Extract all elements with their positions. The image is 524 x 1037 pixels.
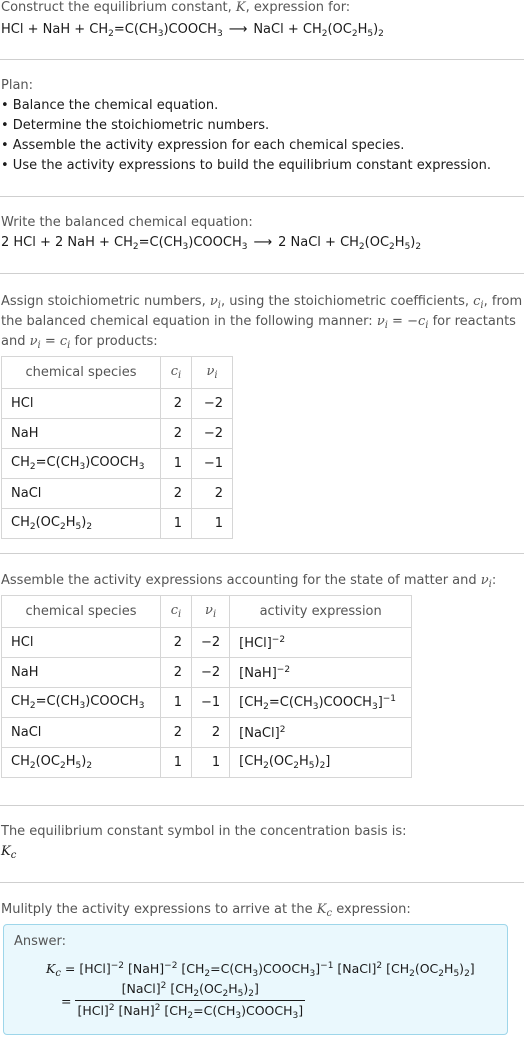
stoich-intro-line1: Assign stoichiometric numbers, $\nu_i$, using the stoichiometric coefficients, $c_i$, from [1, 294, 523, 311]
multiply-text: Mulitply the activity expressions to arrive at the $K_c$ expression: [1, 902, 411, 919]
v-cell: −2 [192, 389, 233, 419]
answer-box [3, 924, 508, 1035]
c-cell: 2 [161, 479, 192, 509]
species-cell: $CH_2=C(CH_3)COOCH_3$ [2, 688, 161, 718]
table-row [2, 718, 412, 748]
species-cell: HCl [2, 628, 161, 658]
table-row [2, 479, 233, 509]
c-cell: 2 [161, 389, 192, 419]
table-row [2, 688, 412, 718]
divider [0, 805, 524, 806]
fraction-numerator: [NaCl]$^2$ $[CH_2(OC_2H_5)_2]$ [75, 981, 305, 1001]
species-cell: HCl [2, 389, 161, 419]
v-cell: −2 [192, 628, 230, 658]
fraction [75, 981, 305, 1021]
fraction-denominator: [HCl]$^2$ [NaH]$^2$ $[CH_2=C(CH_3)COOCH_3]$ [77, 1003, 304, 1021]
divider [0, 273, 524, 274]
activity-table [1, 595, 412, 778]
plan-step: • Assemble the activity expression for each chemical species. [1, 138, 405, 153]
v-cell: 2 [192, 718, 230, 748]
col-header-v: $\nu_i$ [192, 357, 233, 389]
table-row [2, 628, 412, 658]
v-cell: 1 [192, 509, 233, 539]
activity-cell: $[CH_2=C(CH_3)COOCH_3]^{-1}$ [230, 688, 412, 718]
prompt-text: Construct the equilibrium constant, K, expression for: [1, 0, 351, 15]
activity-cell: $[CH_2(OC_2H_5)_2]$ [230, 748, 412, 778]
plan-step: • Determine the stoichiometric numbers. [1, 118, 270, 133]
table-row [2, 748, 412, 778]
kc-expression-fraction: = $\frac{[NaCl]^2 [CH_2(OC_2H_5)_2]}{[HCl]^2 [NaH]^2 [CH_2=C(CH_3)COOCH_3]}$ [61, 981, 304, 1021]
stoich-intro-line2: the balanced chemical equation in the following manner: $\nu_i = -c_i$ for reactants [1, 314, 516, 331]
divider [0, 196, 524, 197]
symbol-value: $K_c$ [1, 844, 17, 861]
c-cell: 1 [161, 509, 192, 539]
v-cell: 1 [192, 748, 230, 778]
c-cell: 2 [161, 718, 192, 748]
stoich-table [1, 356, 233, 539]
species-cell: NaH [2, 658, 161, 688]
col-header-activity: activity expression [230, 596, 412, 628]
kc-expression-product: $K_c = [HCl]^{-2}$ [NaH]$^{-2}$ $[CH_2=C(CH_3)COOCH_3]^{-1}$ [NaCl]$^2$ $[CH_2(OC_2H_5)_2]$ [46, 961, 475, 979]
v-cell: −1 [192, 449, 233, 479]
table-row [2, 419, 233, 449]
species-cell: $CH_2(OC_2H_5)_2$ [2, 748, 161, 778]
col-header-c: $c_i$ [161, 357, 192, 389]
c-cell: 1 [161, 688, 192, 718]
species-cell: NaH [2, 419, 161, 449]
v-cell: −2 [192, 419, 233, 449]
col-header-v: $\nu_i$ [192, 596, 230, 628]
table-row [2, 509, 233, 539]
plan-step: • Use the activity expressions to build the equilibrium constant expression. [1, 158, 491, 173]
activity-cell: [NaCl]$^2$ [230, 718, 412, 748]
table-row [2, 449, 233, 479]
c-cell: 1 [161, 449, 192, 479]
symbol-text: The equilibrium constant symbol in the concentration basis is: [1, 824, 407, 839]
plan-step: • Balance the chemical equation. [1, 98, 219, 113]
table-row [2, 658, 412, 688]
col-header-c: $c_i$ [161, 596, 192, 628]
table-row [2, 389, 233, 419]
c-cell: 2 [161, 658, 192, 688]
answer-label: Answer: [14, 934, 67, 949]
c-cell: 1 [161, 748, 192, 778]
activity-cell: [HCl]$^{-2}$ [230, 628, 412, 658]
v-cell: −2 [192, 658, 230, 688]
table-header-row [2, 596, 412, 628]
v-cell: −1 [192, 688, 230, 718]
species-cell: $CH_2(OC_2H_5)_2$ [2, 509, 161, 539]
unbalanced-equation: HCl + NaH + $CH_2=C(CH_3)COOCH_3$ ⟶ NaCl + $CH_2(OC_2H_5)_2$ [1, 22, 384, 39]
divider [0, 553, 524, 554]
balanced-title: Write the balanced chemical equation: [1, 215, 253, 230]
divider [0, 59, 524, 60]
species-cell: $CH_2=C(CH_3)COOCH_3$ [2, 449, 161, 479]
c-cell: 2 [161, 628, 192, 658]
v-cell: 2 [192, 479, 233, 509]
plan-title: Plan: [1, 78, 34, 93]
activity-intro: Assemble the activity expressions accounting for the state of matter and $\nu_i$: [1, 573, 497, 590]
stoich-intro-line3: and $\nu_i = c_i$ for products: [1, 334, 158, 351]
c-cell: 2 [161, 419, 192, 449]
col-header-species: chemical species [2, 357, 161, 389]
species-cell: NaCl [2, 718, 161, 748]
balanced-equation: 2 HCl + 2 NaH + $CH_2=C(CH_3)COOCH_3$ ⟶ 2 NaCl + $CH_2(OC_2H_5)_2$ [1, 235, 422, 252]
divider [0, 882, 524, 883]
species-cell: NaCl [2, 479, 161, 509]
table-header-row [2, 357, 233, 389]
activity-cell: [NaH]$^{-2}$ [230, 658, 412, 688]
col-header-species: chemical species [2, 596, 161, 628]
